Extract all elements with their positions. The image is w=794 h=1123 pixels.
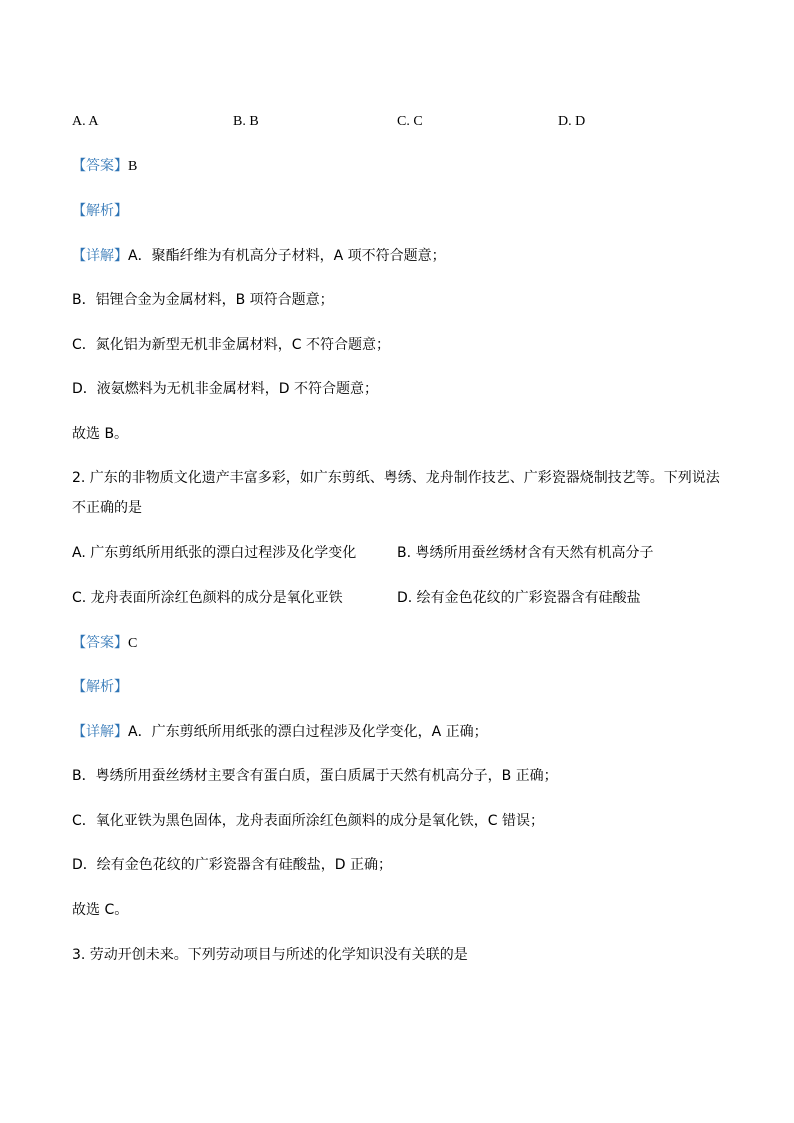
- q2-detail-line-3: C．氧化亚铁为黑色固体，龙舟表面所涂红色颜料的成分是氧化铁，C 错误；: [72, 813, 544, 829]
- q2-answer: [72, 633, 137, 653]
- q1-option-b: B. B: [233, 114, 259, 129]
- answer-value: C: [128, 636, 138, 651]
- q2-detail-line-4: D．绘有金色花纹的广彩瓷器含有硅酸盐，D 正确；: [72, 857, 393, 873]
- q1-detail-line-1: [72, 246, 446, 266]
- q2-detail-line-1: [72, 722, 488, 742]
- detail-text: A．聚酯纤维为有机高分子材料，A 项不符合题意；: [128, 248, 446, 264]
- q2-analysis-label: 【解析】: [72, 679, 128, 695]
- q1-option-a: A. A: [72, 114, 99, 129]
- q3-stem: 3. 劳动开创未来。下列劳动项目与所述的化学知识没有关联的是: [72, 947, 468, 963]
- q2-stem-line-2: 不正确的是: [72, 500, 142, 516]
- q1-conclusion: 故选 B。: [72, 426, 129, 442]
- q2-option-c: C. 龙舟表面所涂红色颜料的成分是氧化亚铁: [72, 590, 343, 606]
- detail-label: 【详解】: [72, 724, 128, 740]
- answer-value: B: [128, 159, 138, 174]
- detail-text: A．广东剪纸所用纸张的漂白过程涉及化学变化，A 正确；: [128, 724, 488, 740]
- q2-conclusion: 故选 C。: [72, 902, 129, 918]
- q1-detail-line-4: D．液氨燃料为无机非金属材料，D 不符合题意；: [72, 381, 379, 397]
- answer-label: 【答案】: [72, 635, 128, 651]
- q1-detail-line-3: C．氮化铝为新型无机非金属材料，C 不符合题意；: [72, 337, 390, 353]
- q1-option-d: D. D: [558, 114, 586, 129]
- q2-option-b: B. 粤绣所用蚕丝绣材含有天然有机高分子: [397, 545, 654, 561]
- detail-label: 【详解】: [72, 248, 128, 264]
- q2-option-a: A. 广东剪纸所用纸张的漂白过程涉及化学变化: [72, 545, 357, 561]
- q1-option-c: C. C: [397, 114, 423, 129]
- answer-label: 【答案】: [72, 158, 128, 174]
- q1-answer: [72, 156, 137, 176]
- q2-detail-line-2: B．粤绣所用蚕丝绣材主要含有蛋白质，蛋白质属于天然有机高分子，B 正确；: [72, 768, 558, 784]
- q1-analysis-label: 【解析】: [72, 203, 128, 219]
- q1-detail-line-2: B．铝锂合金为金属材料，B 项符合题意；: [72, 292, 334, 308]
- q2-option-d: D. 绘有金色花纹的广彩瓷器含有硅酸盐: [397, 590, 641, 606]
- q2-stem-line-1: 2. 广东的非物质文化遗产丰富多彩，如广东剪纸、粤绣、龙舟制作技艺、广彩瓷器烧制技艺等。下列说法: [72, 470, 720, 486]
